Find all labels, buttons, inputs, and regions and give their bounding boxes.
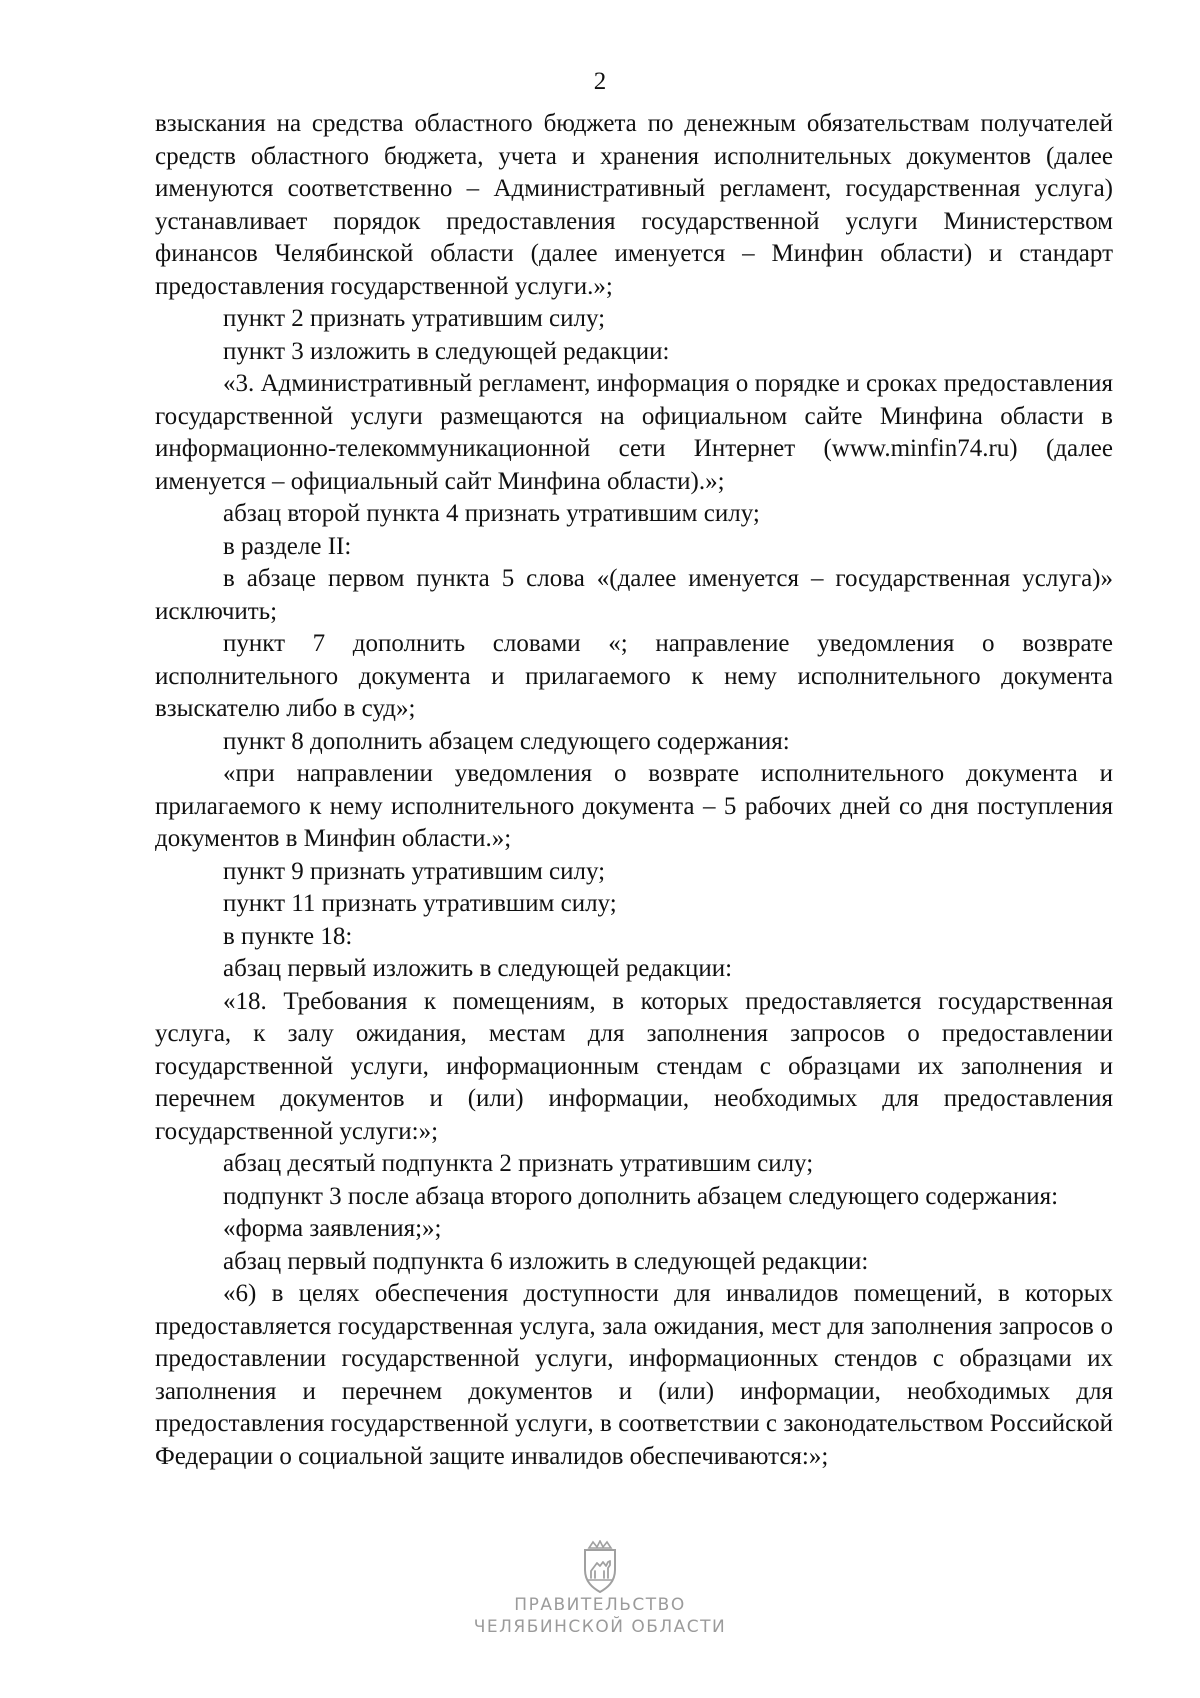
page-number: 2 — [593, 68, 607, 95]
paragraph: «3. Административный регламент, информация о порядке и сроках предоставления государственной услуги размещаются на официальном сайте Минфина области в информационно-телекоммуникационной сети Интернет (www.minfin74.ru) (далее именуется – официальный сайт Минфина области).»; — [155, 370, 1113, 495]
document-body — [155, 108, 1113, 1473]
paragraph: пункт 8 дополнить абзацем следующего содержания: — [223, 727, 790, 755]
paragraph: пункт 9 признать утратившим силу; — [223, 857, 606, 885]
paragraph: абзац второй пункта 4 признать утратившим силу; — [223, 500, 760, 527]
paragraph: «при направлении уведомления о возврате исполнительного документа и прилагаемого к нему исполнительного документа – 5 рабочих дней со дня поступления документов в Минфин области.»; — [155, 760, 1113, 852]
chelyabinsk-coat-of-arms-icon — [577, 1540, 623, 1594]
government-seal — [0, 1540, 1200, 1638]
paragraph: «18. Требования к помещениям, в которых предоставляется государственная услуга, к залу ожидания, местам для заполнения запросов о предоставлении государственной услуги, информационным стендам с образцами их заполнения и перечнем документов и (или) информации, необходимых для предоставления государственной услуги:»; — [155, 987, 1113, 1145]
paragraph: абзац первый подпункта 6 изложить в следующей редакции: — [223, 1247, 869, 1275]
paragraph: пункт 7 дополнить словами «; направление уведомления о возврате исполнительного документа и прилагаемого к нему исполнительного документа взыскателю либо в суд»; — [155, 630, 1113, 722]
paragraph: абзац десятый подпункта 2 признать утратившим силу; — [223, 1150, 814, 1177]
paragraph: пункт 11 признать утратившим силу; — [223, 890, 617, 917]
paragraph: пункт 2 признать утратившим силу; — [223, 305, 606, 332]
seal-text-line1: ПРАВИТЕЛЬСТВО — [514, 1595, 686, 1615]
paragraph: «форма заявления;»; — [223, 1215, 442, 1242]
paragraph: пункт 3 изложить в следующей редакции: — [223, 337, 670, 365]
seal-text-line2: ЧЕЛЯБИНСКОЙ ОБЛАСТИ — [473, 1617, 727, 1637]
paragraph: в разделе II: — [223, 532, 352, 560]
paragraph: абзац первый изложить в следующей редакции: — [223, 955, 733, 982]
paragraph: в пункте 18: — [223, 922, 353, 950]
paragraph: подпункт 3 после абзаца второго дополнить абзацем следующего содержания: — [223, 1182, 1059, 1210]
paragraph-continuation: взыскания на средства областного бюджета по денежным обязательствам получателей средств областного бюджета, учета и хранения исполнительных документов (далее именуются соответственно – Административный регламент, государственная услуга) устанавливает порядок предоставления государственной услуги Министерством финансов Челябинской области (далее именуется – Минфин области) и стандарт предоставления государственной услуги.»; — [155, 110, 1113, 300]
paragraph: в абзаце первом пункта 5 слова «(далее именуется – государственная услуга)» исключить; — [155, 565, 1113, 625]
paragraph: «6) в целях обеспечения доступности для инвалидов помещений, в которых предоставляется государственная услуга, зала ожидания, мест для заполнения запросов о предоставлении государственной услуги, информационных стендов с образцами их заполнения и перечнем документов и (или) информации, необходимых для предоставления государственной услуги, в соответствии с законодательством Российской Федерации о социальной защите инвалидов обеспечиваются:»; — [155, 1280, 1113, 1470]
